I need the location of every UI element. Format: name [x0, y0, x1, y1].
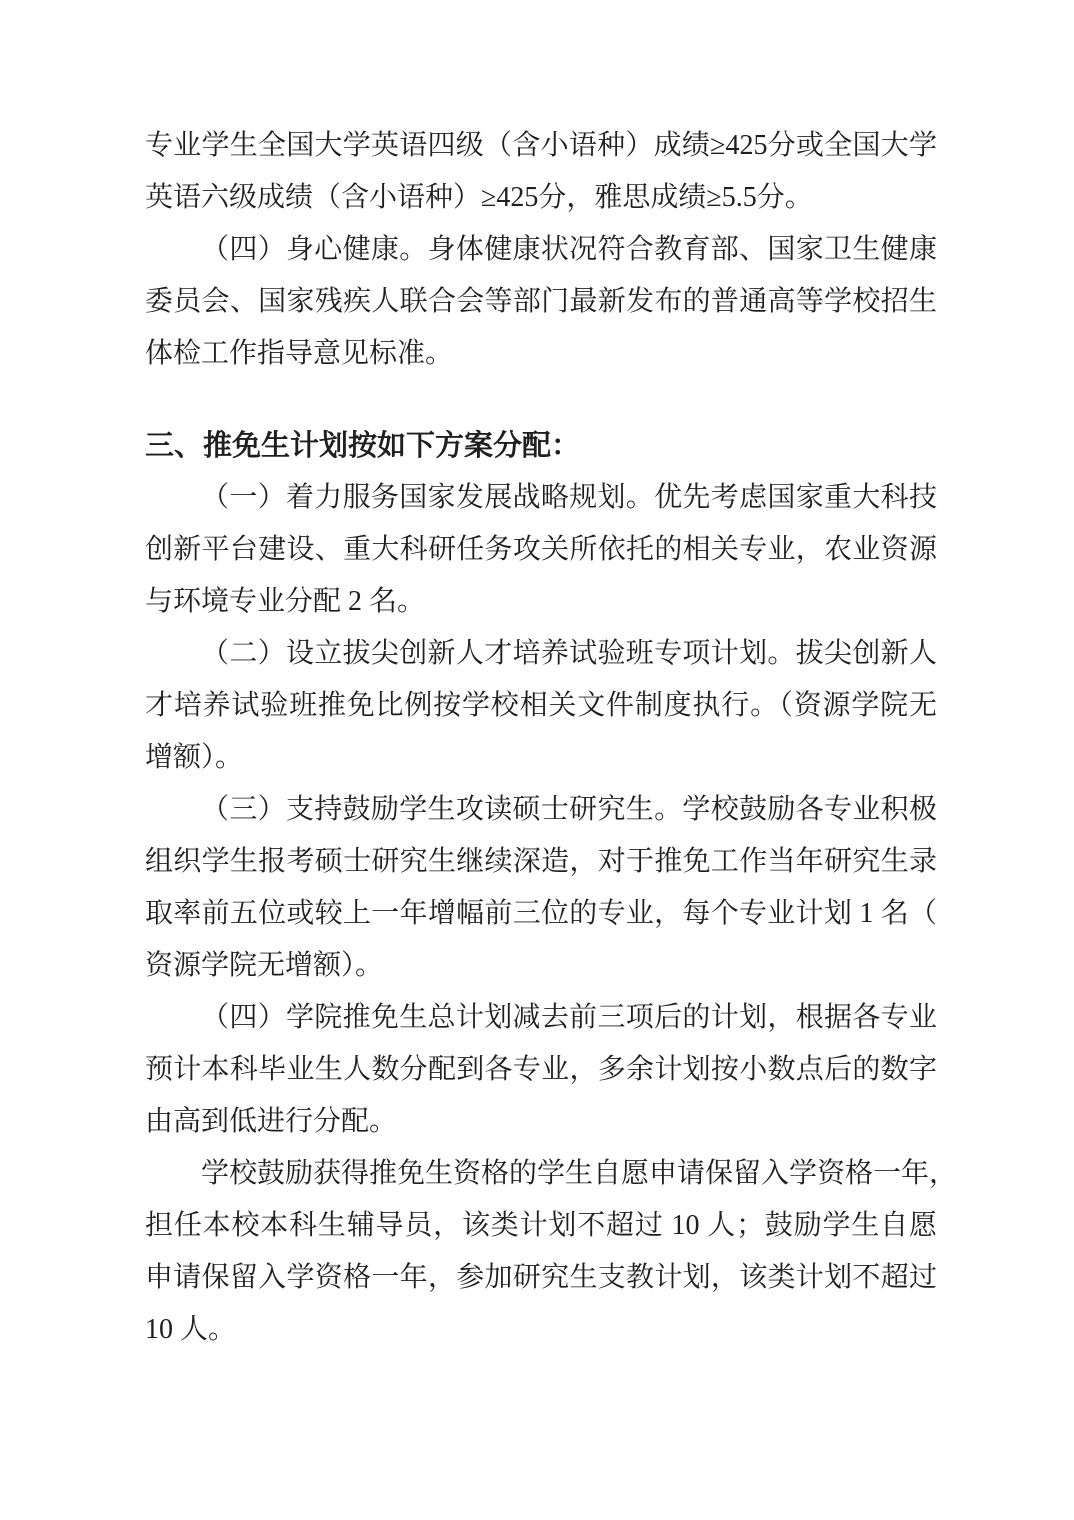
text-line: 体检工作指导意见标准。: [145, 338, 454, 369]
paragraph: [145, 472, 937, 628]
text-line: 才培养试验班推免比例按学校相关文件制度执行。（资源学院无: [145, 690, 937, 721]
text-line: 申请保留入学资格一年，参加研究生支教计划，该类计划不超过: [145, 1262, 937, 1293]
paragraph: [145, 784, 937, 992]
text-line: 由高到低进行分配。: [145, 1106, 398, 1137]
text-line: 担任本校本科生辅导员，该类计划不超过 10 人；鼓励学生自愿: [145, 1210, 937, 1241]
text-line: 资源学院无增额）。: [145, 950, 384, 981]
paragraph: [145, 628, 937, 784]
document-content: [145, 120, 958, 1356]
text-line: 与环境专业分配 2 名。: [145, 586, 426, 617]
text-line: （四）身心健康。身体健康状况符合教育部、国家卫生健康: [201, 234, 937, 265]
text-line: 取率前五位或较上一年增幅前三位的专业，每个专业计划 1 名（: [145, 898, 937, 929]
text-line: 英语六级成绩（含小语种）≥425分，雅思成绩≥5.5分。: [145, 182, 813, 213]
text-line: 增额）。: [145, 742, 244, 773]
text-line: 专业学生全国大学英语四级（含小语种）成绩≥425分或全国大学: [145, 130, 937, 161]
text-line: （三）支持鼓励学生攻读硕士研究生。学校鼓励各专业积极: [201, 794, 937, 825]
text-line: （二）设立拔尖创新人才培养试验班专项计划。拔尖创新人: [201, 638, 937, 669]
text-line: 组织学生报考硕士研究生继续深造，对于推免工作当年研究生录: [145, 846, 937, 877]
text-line: 委员会、国家残疾人联合会等部门最新发布的普通高等学校招生: [145, 286, 937, 317]
paragraph: [145, 992, 937, 1148]
text-line: （一）着力服务国家发展战略规划。优先考虑国家重大科技: [201, 482, 937, 513]
text-line: 预计本科毕业生人数分配到各专业，多余计划按小数点后的数字: [145, 1054, 937, 1085]
paragraph: [145, 1148, 958, 1356]
heading-line: 三、推免生计划按如下方案分配：: [145, 430, 581, 462]
paragraph: [145, 120, 937, 224]
text-line: （四）学院推免生总计划减去前三项后的计划，根据各专业: [201, 1002, 937, 1033]
text-line: 学校鼓励获得推免生资格的学生自愿申请保留入学资格一年，: [201, 1158, 958, 1189]
text-line: 创新平台建设、重大科研任务攻关所依托的相关专业，农业资源: [145, 534, 937, 565]
text-line: 10 人。: [145, 1314, 237, 1345]
section-heading: [145, 420, 937, 472]
paragraph: [145, 224, 937, 380]
